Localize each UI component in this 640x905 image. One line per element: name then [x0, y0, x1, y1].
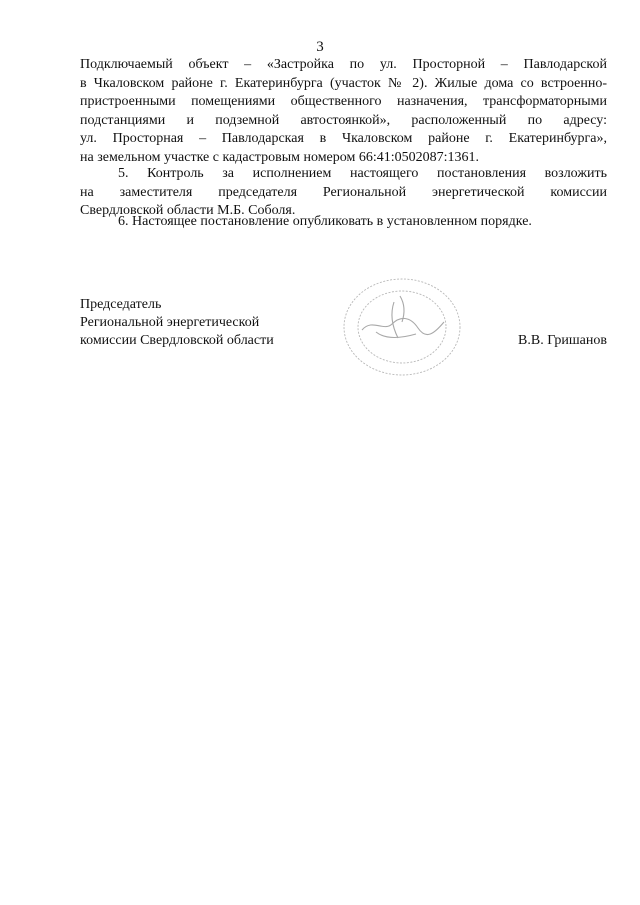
paragraph-connected-object — [80, 56, 607, 167]
paragraph-publication-clause — [80, 213, 607, 232]
text-line: пристроенными помещениями общественного назначения, трансформаторными — [80, 94, 607, 109]
text-line: в Чкаловском районе г. Екатеринбурга (участок № 2). Жилые дома со встроенно- — [80, 75, 607, 91]
text-line: 5. Контроль за исполнением настоящего постановления возложить — [118, 166, 607, 181]
signatory-position-line: Председатель — [80, 297, 162, 312]
text-line: Подключаемый объект – «Застройка по ул. Просторной – Павлодарской — [80, 57, 607, 72]
text-line: на земельном участке с кадастровым номером 66:41:0502087:1361. — [80, 149, 480, 165]
page-number: 3 — [316, 39, 324, 55]
signatory-position-line: комиссии Свердловской области — [80, 333, 274, 348]
text-line: подстанциями и подземной автостоянкой», расположенный по адресу: — [80, 112, 607, 128]
text-line: Свердловской области М.Б. Соболя. — [80, 203, 296, 218]
signatory-position-line: Региональной энергетической — [80, 315, 260, 330]
text-line: 6. Настоящее постановление опубликовать в установленном порядке. — [118, 214, 532, 229]
signatory-position — [80, 296, 274, 350]
signatory-name: В.В. Гришанов — [518, 333, 607, 348]
official-seal-signature-icon — [332, 272, 472, 382]
text-line: ул. Просторная – Павлодарская в Чкаловском районе г. Екатеринбурга», — [80, 131, 607, 146]
text-line: на заместителя председателя Региональной энергетической комиссии — [80, 184, 607, 200]
